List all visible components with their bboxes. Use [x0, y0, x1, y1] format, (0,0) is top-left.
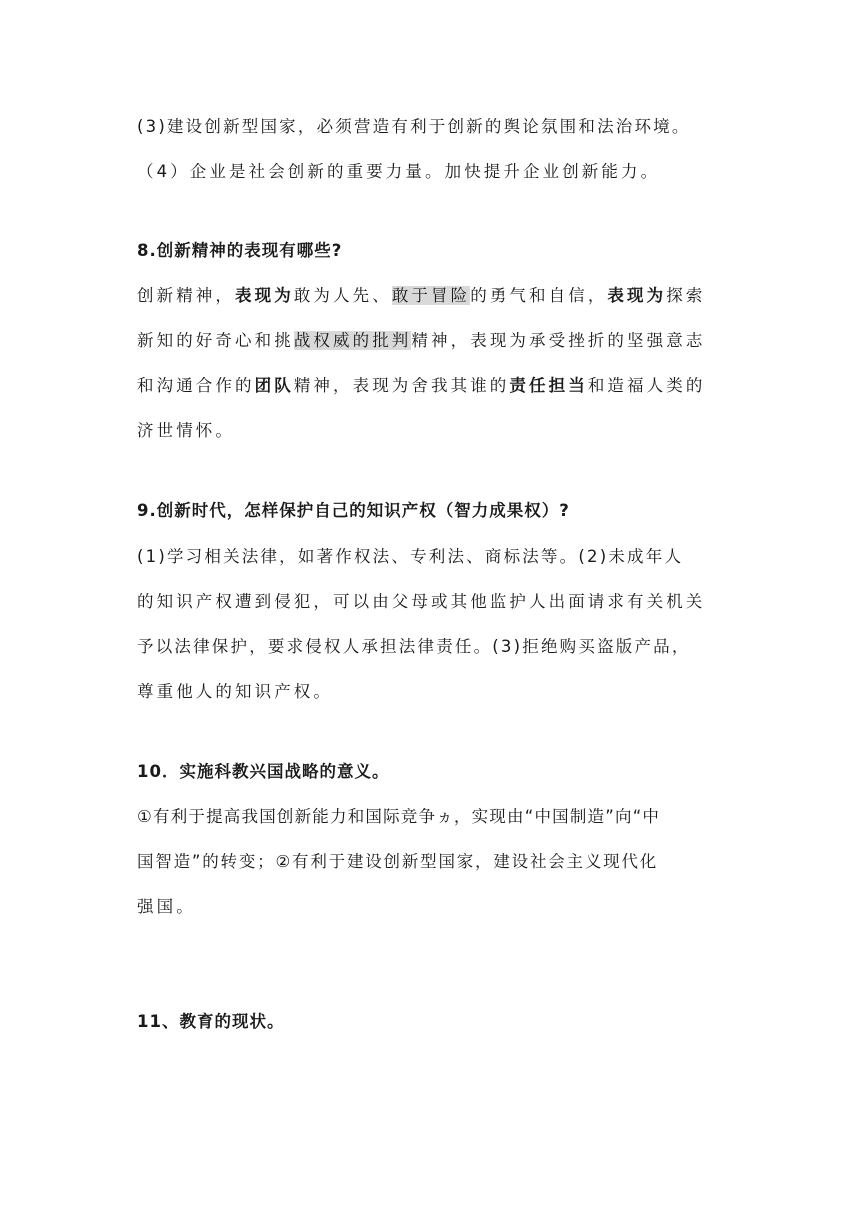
bold-text: 表现为 [235, 286, 294, 305]
text-run: 和沟通合作的 [137, 376, 255, 395]
paragraph-line: 尊重他人的知识产权。 [137, 682, 333, 701]
bold-text: 团队 [254, 376, 294, 395]
bold-text: 责任担当 [509, 376, 588, 395]
highlighted-text: 战权威的批判 [293, 331, 412, 350]
text-run: 探索 [666, 286, 706, 305]
text-run: 和造福人类的 [587, 376, 706, 395]
text-run: 的勇气和自信， [470, 286, 608, 305]
section-heading: 9.创新时代，怎样保护自己的知识产权（智力成果权）? [137, 501, 570, 520]
section-heading: 10．实施科教兴国战略的意义。 [137, 762, 390, 781]
paragraph-line: 的知识产权遭到侵犯，可以由父母或其他监护人出面请求有关机关 [137, 592, 706, 611]
paragraph-line [137, 284, 705, 308]
text-run: 精神，表现为承受挫折的坚强意志 [411, 331, 706, 350]
paragraph-line [137, 374, 705, 398]
highlighted-text: 敢于冒险 [391, 286, 471, 305]
paragraph-line: 予以法律保护，要求侵权人承担法律责任。(3)拒绝购买盗版产品， [137, 637, 691, 656]
paragraph-line: (3)建设创新型国家，必须营造有利于创新的舆论氛围和法治环境。 [137, 117, 691, 136]
paragraph-line: ①有利于提高我国创新能力和国际竞争ヵ，实现由“中国制造”向“中 [137, 807, 661, 826]
paragraph-line: 国智造”的转变；②有利于建设创新型国家，建设社会主义现代化 [137, 852, 659, 871]
text-run: 新知的好奇心和挑 [137, 331, 294, 350]
text-run: 敢为人先、 [293, 286, 392, 305]
paragraph-line [137, 329, 705, 353]
paragraph-line: (1)学习相关法律，如著作权法、专利法、商标法等。(2)未成年人 [137, 547, 684, 566]
text-run: 创新精神， [137, 286, 235, 305]
paragraph-line: 济世情怀。 [137, 421, 235, 440]
paragraph-line: （4）企业是社会创新的重要力量。加快提升企业创新能力。 [137, 162, 661, 181]
bold-text: 表现为 [607, 286, 667, 305]
section-heading: 8.创新精神的表现有哪些? [137, 241, 343, 260]
section-heading: 11、教育的现状。 [137, 1012, 285, 1031]
text-run: 精神，表现为舍我其谁的 [293, 376, 510, 395]
paragraph-line: 强国。 [137, 897, 196, 916]
